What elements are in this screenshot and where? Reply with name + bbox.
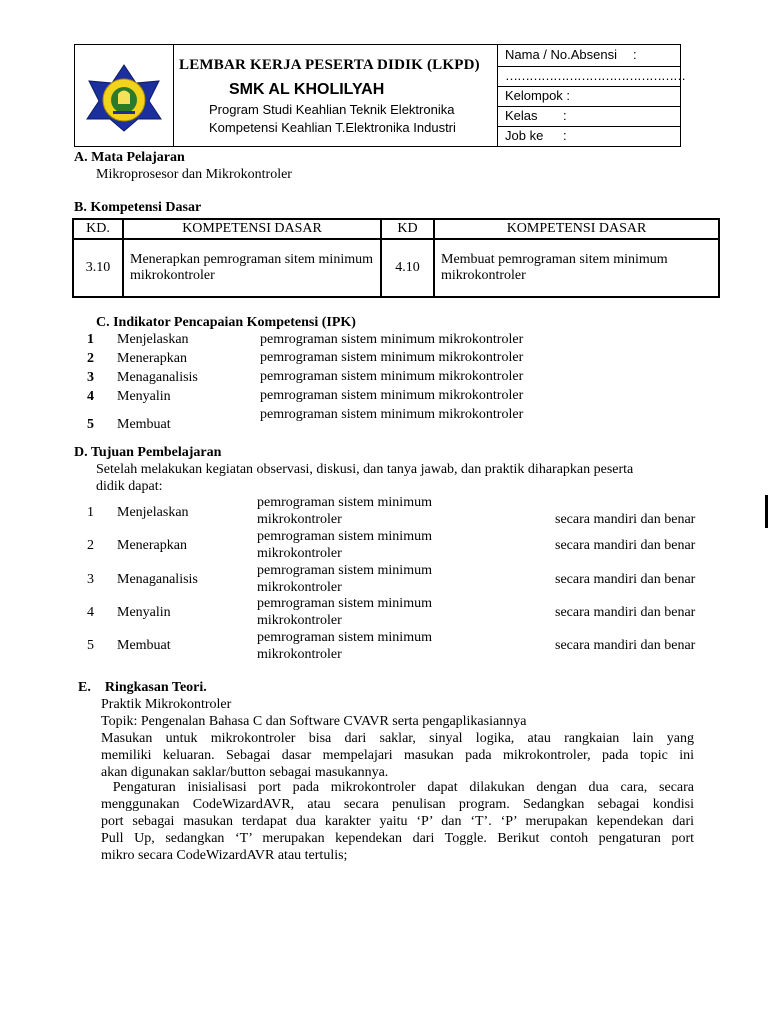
job-field[interactable]: Job ke : bbox=[505, 128, 567, 143]
objective-intro-line: didik dapat: bbox=[96, 479, 163, 494]
ipk-number: 5 bbox=[87, 417, 94, 432]
objective-object: mikrokontroler bbox=[257, 647, 342, 662]
objective-object: mikrokontroler bbox=[257, 580, 342, 595]
theory-line: memiliki keluaran. Sebagai dasar mempelajari masukan pada mikrokontroler, pada topic ini bbox=[101, 748, 694, 763]
ipk-object: pemrograman sistem minimum mikrokontroler bbox=[260, 350, 524, 365]
objective-object: pemrograman sistem minimum bbox=[257, 563, 432, 578]
objective-verb: Menyalin bbox=[117, 605, 171, 620]
ipk-verb: Membuat bbox=[117, 417, 171, 432]
section-d-heading: D. Tujuan Pembelajaran bbox=[74, 445, 222, 460]
objective-object: mikrokontroler bbox=[257, 546, 342, 561]
objective-object: pemrograman sistem minimum bbox=[257, 495, 432, 510]
ipk-number: 3 bbox=[87, 370, 94, 385]
objective-intro-line: Setelah melakukan kegiatan observasi, diskusi, dan tanya jawab, dan praktik diharapkan peserta bbox=[96, 462, 634, 477]
competency-name: Kompetensi Keahlian T.Elektronika Industri bbox=[209, 120, 456, 135]
table-cell: 4.10 bbox=[381, 239, 434, 297]
school-logo-icon bbox=[81, 63, 167, 133]
objective-verb: Menerapkan bbox=[117, 538, 187, 553]
table-cell: Menerapkan pemrograman sitem minimum mikrokontroler bbox=[123, 239, 381, 297]
objective-verb: Menjelaskan bbox=[117, 505, 189, 520]
objective-object: mikrokontroler bbox=[257, 613, 342, 628]
competency-table bbox=[72, 218, 720, 298]
lkpd-header bbox=[74, 44, 685, 147]
ipk-number: 1 bbox=[87, 332, 94, 347]
objective-verb: Menaganalisis bbox=[117, 572, 198, 587]
objective-verb: Membuat bbox=[117, 638, 171, 653]
ipk-object: pemrograman sistem minimum mikrokontroler bbox=[260, 407, 524, 422]
ipk-verb: Menerapkan bbox=[117, 351, 187, 366]
table-row bbox=[73, 239, 719, 297]
ipk-verb: Menyalin bbox=[117, 389, 171, 404]
lkpd-title: LEMBAR KERJA PESERTA DIDIK (LKPD) bbox=[179, 57, 480, 73]
student-info-cell bbox=[497, 45, 685, 146]
program-name: Program Studi Keahlian Teknik Elektronika bbox=[209, 102, 455, 117]
table-header: KOMPETENSI DASAR bbox=[434, 219, 719, 239]
table-header: KD bbox=[381, 219, 434, 239]
ipk-verb: Menjelaskan bbox=[117, 332, 189, 347]
theory-line: Topik: Pengenalan Bahasa C dan Software CVAVR serta pengaplikasiannya bbox=[101, 714, 527, 729]
objective-number: 5 bbox=[87, 638, 94, 653]
objective-object: mikrokontroler bbox=[257, 512, 342, 527]
objective-manner: secara mandiri dan benar bbox=[555, 512, 696, 527]
objective-object: pemrograman sistem minimum bbox=[257, 630, 432, 645]
ipk-object: pemrograman sistem minimum mikrokontroler bbox=[260, 369, 524, 384]
ipk-number: 2 bbox=[87, 351, 94, 366]
ipk-verb: Menaganalisis bbox=[117, 370, 198, 385]
table-header: KD. bbox=[73, 219, 123, 239]
section-c-heading: C. Indikator Pencapaian Kompetensi (IPK) bbox=[96, 315, 356, 330]
ipk-number: 4 bbox=[87, 389, 94, 404]
theory-line: Praktik Mikrokontroler bbox=[101, 697, 232, 712]
table-header-row bbox=[73, 219, 719, 239]
logo-cell bbox=[75, 45, 174, 146]
objective-number: 3 bbox=[87, 572, 94, 587]
objective-manner: secara mandiri dan benar bbox=[555, 572, 696, 587]
name-blank-field[interactable]: ……………………………………… bbox=[497, 66, 680, 87]
objective-manner: secara mandiri dan benar bbox=[555, 638, 696, 653]
ipk-object: pemrograman sistem minimum mikrokontroler bbox=[260, 332, 524, 347]
objective-object: pemrograman sistem minimum bbox=[257, 529, 432, 544]
table-cell: Membuat pemrograman sitem minimum mikrokontroler bbox=[434, 239, 719, 297]
ipk-object: pemrograman sistem minimum mikrokontroler bbox=[260, 388, 524, 403]
theory-line: port sebagai masukan terdapat dua karakter yaitu ‘P’ dan ‘T’. ‘P’ merupakan kependekan dari bbox=[101, 814, 694, 829]
objective-number: 1 bbox=[87, 505, 94, 520]
objective-number: 4 bbox=[87, 605, 94, 620]
theory-line: Masukan untuk mikrokontroler bisa dari saklar, sinyal logika, atau rangkaian lain yang bbox=[101, 731, 694, 746]
theory-line: menggunakan CodeWizardAVR, atau secara penulisan program. Sedangkan sebagai kondisi bbox=[101, 797, 694, 812]
objective-object: pemrograman sistem minimum bbox=[257, 596, 432, 611]
school-name: SMK AL KHOLILYAH bbox=[229, 81, 385, 98]
subject-name: Mikroprosesor dan Mikrokontroler bbox=[96, 167, 292, 182]
section-e-heading: E. Ringkasan Teori. bbox=[78, 680, 207, 695]
objective-manner: secara mandiri dan benar bbox=[555, 538, 696, 553]
theory-line: Pull Up, sedangkan ‘T’ merupakan kependekan dari Toggle. Berikut contoh pengaturan port bbox=[101, 831, 694, 846]
theory-line: mikro secara CodeWizardAVR atau tertulis; bbox=[101, 848, 348, 863]
group-field[interactable]: Kelompok : bbox=[497, 86, 680, 107]
class-field[interactable]: Kelas : bbox=[497, 106, 680, 127]
table-header: KOMPETENSI DASAR bbox=[123, 219, 381, 239]
objective-number: 2 bbox=[87, 538, 94, 553]
title-cell bbox=[173, 45, 498, 146]
section-a-heading: A. Mata Pelajaran bbox=[74, 150, 185, 165]
objective-manner: secara mandiri dan benar bbox=[555, 605, 696, 620]
name-field[interactable]: Nama / No.Absensi : bbox=[497, 45, 680, 67]
table-cell: 3.10 bbox=[73, 239, 123, 297]
theory-line: Pengaturan inisialisasi port pada mikrokontroler dapat dilakukan dengan dua cara, secara bbox=[101, 780, 694, 795]
theory-line: akan digunakan saklar/button sebagai masukannya. bbox=[101, 765, 389, 780]
section-b-heading: B. Kompetensi Dasar bbox=[74, 200, 202, 215]
